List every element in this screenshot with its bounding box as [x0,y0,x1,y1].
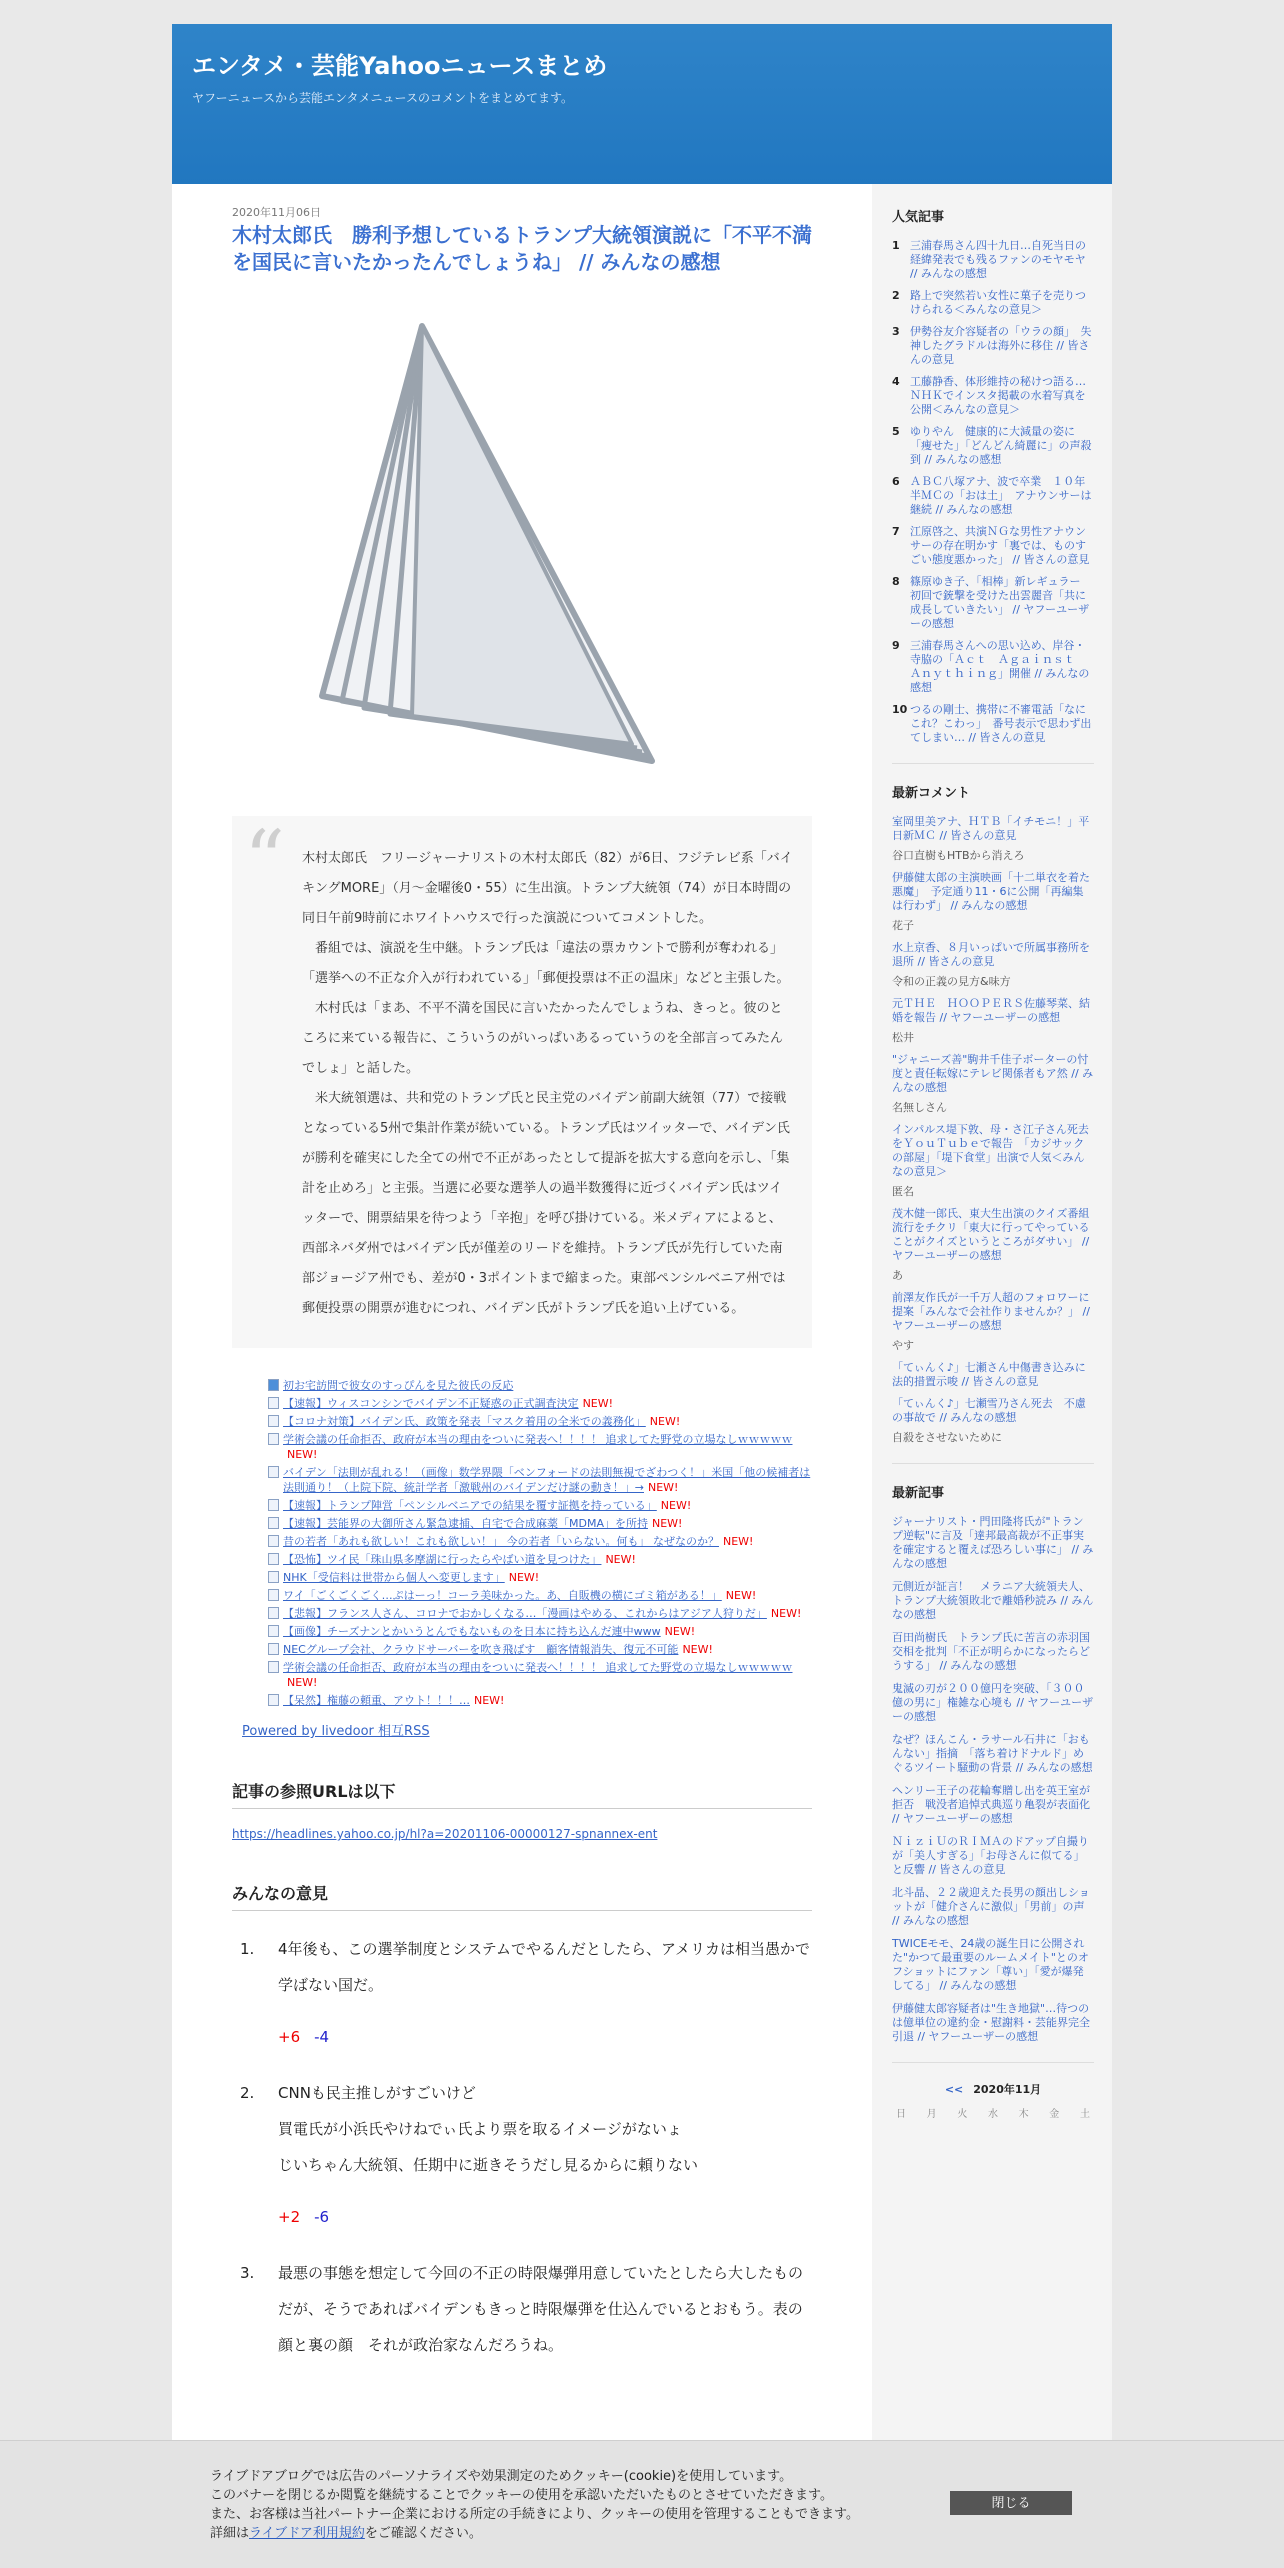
related-rss-list [268,1378,812,1708]
weekday: 水 [987,2109,998,2120]
calendar-weekdays [892,2105,1094,2120]
quote-paragraph: 番組では、演説を生中継。トランプ氏は「違法の票カウントで勝利が奪われる」「選挙への不正な介入が行われている」「郵便投票は不正の温床」などと主張した。 [302,941,790,986]
popular-link[interactable]: 江原啓之、共演ＮＧな男性アナウンサーの存在明かす「裏では、ものすごい態度悪かった」 // 皆さんの意見 [910,525,1090,566]
ref-url-link[interactable]: https://headlines.yahoo.co.jp/hl?a=20201106-00000127-spnannex-ent [232,1827,658,1841]
comment-link[interactable]: 「てぃんく♪」七瀬雪乃さん死去 不慮の事故で // みんなの感想 [892,1397,1086,1424]
rank-number: 5 [892,425,900,438]
rss-item-icon [268,1499,279,1511]
rss-item-icon [268,1589,279,1601]
rss-link[interactable]: 【悲報】フランス人さん、コロナでおかしくなる…「漫画はやめる、これからはアジア人狩りだ」 [283,1607,767,1620]
cookie-text-pre: 詳細は [210,2526,250,2541]
popular-item [892,425,1094,467]
latest-link[interactable]: なぜ？ほんこん・ラサール石井に「おもんない」指摘 「落ち着けドナルド」めぐるツイート騒動の背景 // みんなの感想 [892,1733,1093,1774]
vote-down[interactable]: -6 [314,2208,330,2226]
rss-item [268,1606,812,1621]
opinion-text: 買電氏が小浜氏やけねでぃ氏より票を取るイメージがないょ [278,2120,682,2138]
opinions-heading: みんなの意見 [232,1881,812,1911]
quote-paragraph: 木村氏は「まあ、不平不満を国民に言いたかったんでしょうね、きっと。彼のところに来ている報告に、こういうのがいっぱいあるっていうのを全部言ってみたんでしょ」と話した。 [302,1001,784,1076]
rss-link[interactable]: 【コロナ対策】バイデン氏、政策を発表「マスク着用の全米での義務化」 [283,1415,646,1428]
comment-item [892,1397,1094,1445]
article-quote [232,813,812,1348]
rank-number: 10 [892,703,908,716]
new-badge: NEW! [682,1643,713,1656]
rss-item-icon [268,1694,279,1706]
cookie-text-line: また、お客様は当社パートナー企業における所定の手続きにより、クッキーの使用を管理することもできます。 [210,2507,859,2522]
comment-item [892,815,1094,863]
cookie-close-button[interactable]: 閉じる [950,2491,1072,2515]
rss-item [268,1660,812,1690]
weekday: 土 [1079,2109,1090,2120]
comment-author: 自殺をさせないために [892,1431,1002,1444]
rss-item [268,1570,812,1585]
popular-link[interactable]: 路上で突然若い女性に菓子を売りつけられる＜みんなの意見＞ [910,289,1086,316]
latest-item [892,1733,1094,1775]
rss-link[interactable]: NHK「受信料は世帯から個人へ変更します」 [283,1571,505,1584]
popular-list [892,239,1094,745]
latest-link[interactable]: 鬼滅の刃が２００億円を突破、「３００億の男に」権雑な心境も // ヤフーユーザーの感想 [892,1682,1094,1723]
rss-item [268,1465,812,1495]
latest-item [892,1937,1094,1993]
comment-item [892,1207,1094,1283]
latest-link[interactable]: 百田尚樹氏 トランプ氏に苦言の赤羽国交相を批判「不正が明らかになったらどうする」 // みんなの感想 [892,1631,1090,1672]
latest-link[interactable]: ＮｉｚｉＵのＲＩＭＡのドアップ自撮りが「美人すぎる」「お母さんに似てる」と反響 // 皆さんの意見 [892,1835,1089,1876]
quote-paragraph: 米大統領選は、共和党のトランプ氏と民主党のバイデン前副大統領（77）で接戦となっている5州で集計作業が続いている。トランプ氏はツイッターで、バイデン氏が勝利を確実にした全ての州で不正があったとして提訴を拡大する意向を示し、「集計を止めろ」と主張。当選に必要な選挙人の過半数獲得に近づくバイデン氏はツイッターで、開票結果を待つよう「辛抱」を呼び掛けている。米メディアによると、西部ネバダ州ではバイデン氏が僅差のリードを維持。トランプ氏が先行していた南部ジョージア州でも、差が0・3ポイントまで縮まった。東部ペンシルベニア州では郵便投票の開票が進むにつれ、バイデン氏がトランプ氏を追い上げている。 [302,1091,790,1316]
weekday: 木 [1018,2109,1029,2120]
opinion-votes [278,2199,698,2235]
rss-link[interactable]: 初お宅訪問で彼女のすっぴんを見た彼氏の反応 [283,1379,514,1392]
rss-link[interactable]: 【速報】トランプ陣営「ペンシルベニアでの結果を覆す証拠を持っている」 [283,1499,657,1512]
popular-link[interactable]: 三浦春馬さんへの思い込め、岸谷・寺脇の「Ａｃｔ Ａｇａｉｎｓｔ Ａｎｙｔｈｉｎｇ」開催 // みんなの感想 [910,639,1090,694]
comment-author: 名無しさん [892,1101,947,1114]
cookie-text-line: ライブドアブログでは広告のパーソナライズや効果測定のためクッキー(cookie)を使用しています。 [210,2469,793,2484]
popular-item [892,639,1094,695]
new-badge: NEW! [651,1517,683,1530]
new-badge: NEW! [770,1607,802,1620]
opinion-text: 最悪の事態を想定して今回の不正の時限爆弾用意していたとしたら大したものだが、そうであればバイデンもきっと時限爆弾を仕込んでいるとおもう。表の顔と裏の顔 それが政治家なんだろうね。 [278,2264,804,2354]
new-badge: NEW! [508,1571,540,1584]
vote-up[interactable]: +2 [278,2208,301,2226]
latest-heading: 最新記事 [892,1486,945,1501]
popular-item [892,289,1094,317]
site-description: ヤフーニュースから芸能エンタメニュースのコメントをまとめてます。 [192,91,574,105]
latest-link[interactable]: 北斗晶、２２歳迎えた長男の顔出しショットが「健介さんに激似」「男前」の声 // みんなの感想 [892,1886,1090,1927]
comment-author: 松井 [892,1031,914,1044]
new-badge: NEW! [723,1535,754,1548]
calendar-month: 2020年11月 [973,2083,1042,2096]
latest-link[interactable]: 元側近が証言！ メラニア大統領夫人、トランプ大統領敗北で離婚秒読み // みんなの感想 [892,1580,1094,1621]
popular-item [892,239,1094,281]
popular-link[interactable]: 伊勢谷友介容疑者の「ウラの顔」 失神したグラドルは海外に移住 // 皆さんの意見 [910,325,1092,366]
new-badge: NEW! [582,1397,614,1410]
opinion-item [232,2075,812,2235]
comment-link[interactable]: 前澤友作氏が一千万人超のフォロワーに提案「みんなで会社作りませんか？」 // ヤフーユーザーの感想 [892,1291,1090,1332]
comment-link[interactable]: 元ＴＨＥ ＨＯＯＰＥＲＳ佐藤琴菜、結婚を報告 // ヤフーユーザーの感想 [892,997,1090,1024]
calendar-prev-link[interactable]: << [944,2083,964,2096]
popular-item [892,525,1094,567]
new-badge: NEW! [725,1589,757,1602]
rss-item [268,1588,812,1603]
comment-item [892,1291,1094,1353]
latest-item [892,1580,1094,1622]
new-badge: NEW! [664,1625,696,1638]
popular-link[interactable]: 工藤静香、体形維持の秘けつ語る…ＮＨＫでインスタ掲載の水着写真を公開＜みんなの意見＞ [910,375,1086,416]
rss-link[interactable]: 【速報】芸能界の大御所さん緊急逮捕、自宅で合成麻薬「MDMA」を所持 [283,1517,648,1530]
article-date: 2020年11月06日 [232,206,321,219]
opinion-text: じいちゃん大統領、任期中に逝きそうだし見るからに頼りない [278,2156,699,2174]
rank-number: 3 [892,325,900,338]
weekday: 日 [896,2109,906,2120]
rank-number: 9 [892,639,900,652]
rss-link[interactable]: 【速報】ウィスコンシンでバイデン不正疑惑の正式調査決定 [283,1397,579,1410]
sidebar-divider [892,2062,1094,2063]
opinion-item [232,1931,812,2055]
rss-item [268,1498,812,1513]
popular-link[interactable]: ＡＢＣ八塚アナ、波で卒業 １０年半ＭＣの「おは土」 アナウンサーは継続 // みんなの感想 [910,475,1092,516]
opinion-number: 3. [240,2264,255,2282]
comment-link[interactable]: "ジャニーズ善"駒井千佳子ボーターの忖度と責任転嫁にテレビ関係者もア然 // みんなの感想 [892,1053,1094,1094]
rank-number: 8 [892,575,900,588]
new-badge: NEW! [648,1481,679,1494]
weekday: 火 [957,2109,968,2120]
rss-item-icon [268,1535,279,1547]
latest-item [892,2002,1094,2044]
comment-author: 谷口直樹もHTBから消えろ [892,849,1025,862]
rss-item-icon [268,1625,279,1637]
article-image [302,316,672,786]
popular-link[interactable]: つるの剛士、携帯に不審電話「なにこれ？こわっ」 番号表示で思わず出てしまい… // 皆さんの意見 [910,703,1092,744]
popular-item [892,475,1094,517]
popular-item [892,575,1094,631]
opinion-text: CNNも民主推しがすごいけど [278,2084,476,2102]
site-header [172,24,1112,184]
comment-link[interactable]: 伊藤健太郎の主演映画「十二単衣を着た悪魔」 予定通り11・6に公開「再編集は行わず」 // みんなの感想 [892,871,1090,912]
popular-item [892,325,1094,367]
rss-item-icon [268,1397,279,1409]
ref-url-block [232,1827,812,1841]
popular-link[interactable]: 三浦春馬さん四十九日…自死当日の経緯発表でも残るファンのモヤモヤ // みんなの感想 [910,239,1086,280]
new-badge: NEW! [660,1499,692,1512]
latest-item [892,1631,1094,1673]
vote-up[interactable]: +6 [278,2028,301,2046]
weekday: 月 [926,2109,937,2120]
opinion-item [232,2255,812,2363]
opinion-votes [278,2019,812,2055]
comments-heading: 最新コメント [892,786,971,801]
powered-by-link[interactable]: Powered by livedoor 相互RSS [242,1724,430,1739]
latest-item [892,1682,1094,1724]
popular-link[interactable]: ゆりやん 健康的に大減量の姿に「痩せた」「どんどん綺麗に」の声殺到 // みんなの感想 [910,425,1092,466]
rss-item-icon [268,1607,279,1619]
comment-item [892,871,1094,933]
rank-number: 4 [892,375,900,388]
popular-link[interactable]: 篠原ゆき子、「相棒」新レギュラー 初回で銃撃を受けた出雲麗音「共に成長していきたい」 // ヤフーユーザーの感想 [910,575,1092,630]
rss-item [268,1534,812,1549]
latest-link[interactable]: 伊藤健太郎容疑者は"生き地獄"…待つのは億単位の違約金・慰謝料・芸能界完全引退 // ヤフーユーザーの感想 [892,2002,1090,2043]
cookie-banner [0,2440,1284,2568]
comment-item [892,1123,1094,1199]
rss-link[interactable]: 学術会議の任命拒否、政府が本当の理由をついに発表へ！！！！ 追求してた野党の立場なしｗｗｗｗｗ [283,1661,793,1674]
sidebar-divider [892,763,1094,764]
article-title[interactable]: 木村太郎氏 勝利予想しているトランプ大統領演説に「不平不満を国民に言いたかったんでしょうね」 // みんなの感想 [232,223,812,274]
rss-item [268,1432,812,1462]
rss-link[interactable]: 【画像】チーズナンとかいうとんでもないものを日本に持ち込んだ連中www [283,1625,661,1638]
cookie-text-line [210,2524,1284,2543]
latest-link[interactable]: TWICEモモ、24歳の誕生日に公開された"かつて最重要のルームメイト"とのオフショットにファン「尊い」「愛が爆発してる」 // みんなの感想 [892,1937,1089,1992]
rss-item-icon [268,1433,279,1445]
sidebar [872,184,1112,2568]
comment-link[interactable]: 室岡里美アナ、ＨＴＢ「イチモニ！」平日新ＭＣ // 皆さんの意見 [892,815,1090,842]
rss-item [268,1414,812,1429]
rss-item-icon [268,1661,279,1673]
powered-by [242,1720,812,1739]
rss-item [268,1642,812,1657]
latest-link[interactable]: ヘンリー王子の花輪奪贈し出を英王室が拒否 戦没者追悼式典巡り亀裂が表面化 // ヤフーユーザーの感想 [892,1784,1090,1825]
rss-item [268,1396,812,1411]
sidebar-divider [892,1463,1094,1464]
rss-link[interactable]: 学術会議の任命拒否、政府が本当の理由をついに発表へ！！！！ 追求してた野党の立場なしｗｗｗｗｗ [283,1433,793,1446]
rss-item [268,1552,812,1567]
comment-item [892,941,1094,989]
calendar-header [892,2081,1094,2097]
latest-item [892,1515,1094,1571]
rss-item-icon [268,1517,279,1529]
comment-item [892,997,1094,1045]
vote-down[interactable]: -4 [314,2028,330,2046]
comment-item [892,1361,1094,1389]
rss-link[interactable]: 【恐怖】ツイ民「珠山県多摩湖に行ったらやばい道を見つけた」 [283,1553,602,1566]
comment-author: あ [892,1269,903,1282]
rss-item-icon [268,1643,279,1655]
main-content [232,204,812,2383]
ref-heading: 記事の参照URLは以下 [232,1779,812,1809]
comment-link[interactable]: インパルス堤下敦、母・さ江子さん死去をＹｏｕＴｕｂｅで報告 「カジサックの部屋」「堤下食堂」出演で人気＜みんなの意見＞ [892,1123,1089,1178]
rank-number: 7 [892,525,900,538]
new-badge: NEW! [287,1676,318,1689]
cookie-text-line: このバナーを閉じるか閲覧を継続することでクッキーの使用を承認いただいたものとさせていただきます。 [210,2488,833,2503]
rss-item-icon [268,1379,279,1391]
new-badge: NEW! [474,1694,505,1707]
comment-link[interactable]: 「てぃんく♪」七瀬さん中傷書き込みに法的措置示唆 // 皆さんの意見 [892,1361,1086,1388]
rss-link[interactable]: 昔の若者「あれも欲しい！これも欲しい！」 今の若者「いらない。何も」 なぜなのか？ [283,1535,719,1548]
site-title[interactable]: エンタメ・芸能Yahooニュースまとめ [192,52,608,80]
latest-item [892,1784,1094,1826]
comment-link[interactable]: 茂木健一郎氏、東大生出演のクイズ番組流行をチクリ「東大に行ってやっていることがクイズというところがダサい」 // ヤフーユーザーの感想 [892,1207,1090,1262]
rss-item [268,1378,812,1393]
comment-author: 令和の正義の見方&味方 [892,975,1011,988]
rss-link[interactable]: バイデン「法則が乱れる！（画像」数学界隈「ベンフォードの法則無視でざわつく！」米国「他の候補者は法則通り！（上院下院、統計学者「激戦州のバイデンだけ謎の動き！」→ [283,1466,811,1494]
popular-heading: 人気記事 [892,210,945,225]
rss-item [268,1516,812,1531]
new-badge: NEW! [649,1415,681,1428]
page-wrapper [172,24,1112,2568]
comment-author: 匿名 [892,1185,914,1198]
terms-link[interactable]: ライブドア利用規約 [249,2526,365,2541]
quote-mark-icon: “ [244,813,285,906]
new-badge: NEW! [287,1448,318,1461]
opinion-number: 1. [240,1940,255,1958]
rss-link[interactable]: NECグループ会社、クラウドサーバーを吹き飛ばす 顧客情報消失、復元不可能 [283,1643,679,1656]
latest-link[interactable]: ジャーナリスト・門田隆将氏が"トランプ逆転"に言及「達邦最高裁が不正事実を確定すると覆えば恐ろしい事に」 // みんなの感想 [892,1515,1094,1570]
latest-item [892,1835,1094,1877]
rss-item-icon [268,1553,279,1565]
rank-number: 1 [892,239,900,252]
latest-item [892,1886,1094,1928]
opinions-list [232,1931,812,2363]
comment-author: やす [892,1339,914,1352]
rss-item-icon [268,1466,279,1478]
popular-item [892,703,1094,745]
comment-item [892,1053,1094,1115]
rss-item [268,1624,812,1639]
rank-number: 6 [892,475,900,488]
rss-item-icon [268,1571,279,1583]
comment-author: 花子 [892,919,914,932]
quote-paragraph: 木村太郎氏 フリージャーナリストの木村太郎氏（82）が6日、フジテレビ系「バイキングMORE」（月～金曜後0・55）に生出演。トランプ大統領（74）が日本時間の同日午前9時前にホワイトハウスで行った演説についてコメントした。 [302,851,793,926]
popular-item [892,375,1094,417]
opinion-text: 4年後も、この選挙制度とシステムでやるんだとしたら、アメリカは相当愚かで学ばない国だ。 [278,1940,810,1994]
weekday: 金 [1049,2109,1060,2120]
rss-item-icon [268,1415,279,1427]
opinion-number: 2. [240,2084,255,2102]
rss-link[interactable]: ワイ「ごくごくごく…ぷはーっ！コーラ美味かった。あ、自販機の横にゴミ箱がある！」 [283,1589,722,1602]
comment-link[interactable]: 水上京香、８月いっぱいで所属事務所を退所 // 皆さんの意見 [892,941,1090,968]
cookie-text-post: をご確認ください。 [364,2526,482,2541]
rss-link[interactable]: 【呆然】権藤の頼重、アウト！！！… [283,1694,470,1707]
new-badge: NEW! [605,1553,636,1566]
rank-number: 2 [892,289,900,302]
rss-item [268,1693,812,1708]
